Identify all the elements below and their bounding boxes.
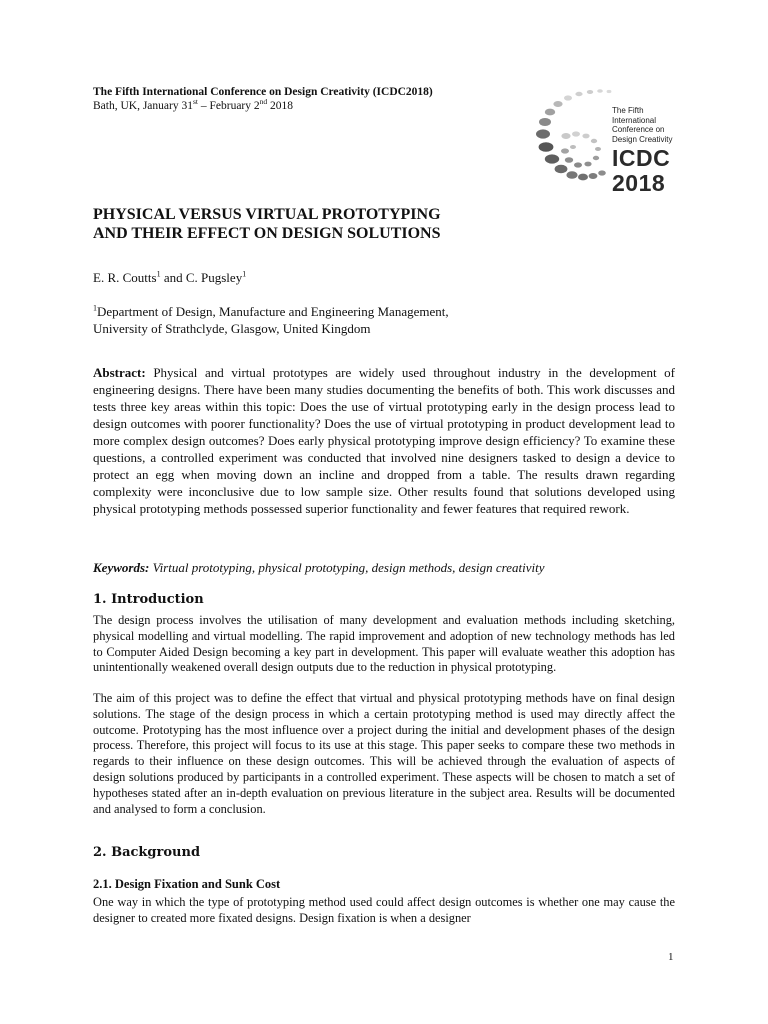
location-sup-nd: nd	[259, 97, 268, 107]
paper-title	[93, 205, 441, 243]
intro-paragraph-1: The design process involves the utilisation of many development and evaluation methods including sketching, physical modelling and virtual modelling. The rapid improvement and adoption of new technology methods has led to Computer Aided Design becoming a key part in development. This paper will evaluate weather this adoption has unintentionally weakened overall design outputs due to the reduction in physical prototyping.	[93, 613, 675, 675]
logo-dot-spiral	[536, 89, 611, 180]
logo-line-4: Design Creativity	[612, 134, 673, 144]
paper-title-line-1: PHYSICAL VERSUS VIRTUAL PROTOTYPING	[93, 206, 441, 223]
keywords	[93, 560, 544, 576]
location-suffix: 2018	[267, 100, 293, 112]
conference-name: The Fifth International Conference on Design Creativity (ICDC2018)	[93, 86, 433, 98]
paper-title-line-2: AND THEIR EFFECT ON DESIGN SOLUTIONS	[93, 225, 441, 242]
location-prefix: Bath, UK, January 31	[93, 100, 193, 112]
affiliation-mark: 1	[93, 303, 97, 313]
section-heading-background: 2. Background	[93, 845, 201, 860]
abstract	[93, 364, 675, 517]
background-paragraph-1: One way in which the type of prototyping method used could affect design outcomes is whether one may cause the designer to created more fixated designs. Design fixation is when a designer	[93, 895, 675, 925]
subsection-heading-design-fixation: 2.1. Design Fixation and Sunk Cost	[93, 877, 281, 891]
location-sup-st: st	[192, 97, 198, 107]
conference-location	[93, 97, 293, 112]
intro-paragraph-2: The aim of this project was to define the effect that virtual and physical prototyping methods have on final design solutions. The stage of the design process in which a certain prototyping method is used may directly affect the outcome. Prototyping has the most influence over a project during the initial and development phases of the design process. Therefore, this project will focus to its use at this stage. This paper seeks to compare these two methods in regards to their influence on these design outcomes. This will be achieved through the evaluation of aspects of design solutions produced by participants in a controlled experiment. These aspects will be chosen to match a set of hypotheses stated after an in-depth evaluation on previous literature in the subject area. Results will be documented and analysed to form a conclusion.	[93, 691, 675, 816]
author-1-affil-mark: 1	[156, 269, 161, 279]
keywords-text: Virtual prototyping, physical prototyping, design methods, design creativity	[149, 560, 545, 575]
abstract-label: Abstract:	[93, 365, 146, 380]
logo-text	[612, 106, 672, 194]
affiliation-line-1: Department of Design, Manufacture and Engineering Management,	[97, 304, 449, 319]
author-1: E. R. Coutts	[93, 270, 157, 285]
section-heading-introduction: 1. Introduction	[93, 592, 204, 607]
location-mid: – February 2	[197, 100, 260, 112]
logo-year: 2018	[612, 170, 666, 196]
page-number: 1	[668, 951, 674, 963]
affiliation-line-2: University of Strathclyde, Glasgow, United Kingdom	[93, 321, 371, 336]
logo-acronym: ICDC	[612, 145, 671, 171]
author-2: and C. Pugsley	[160, 270, 243, 285]
keywords-label: Keywords:	[93, 560, 150, 575]
logo-line-2: International	[612, 115, 657, 125]
affiliation	[93, 303, 449, 337]
logo-line-3: Conference on	[612, 125, 665, 134]
abstract-text: Physical and virtual prototypes are widely used throughout industry in the development of engineering designs. There have been many studies documenting the benefits of both. This work discusses and tests three key areas within this topic: Does the use of virtual prototyping early in the design process lead to design outcomes with poorer functionality? Does the use of virtual prototyping in product development lead to more complex design outcomes? Does early physical prototyping improve design efficiency? To examine these questions, a controlled experiment was conducted that involved nine designers tasked to design a device to protect an egg when moving down an incline and dropped from a table. The results drawn regarding complexity were inconclusive due to low sample size. Other results found that solutions developed using physical prototyping methods possessed superior functionality and fewer features that required rework.	[93, 365, 675, 516]
logo-line-1: The Fifth	[612, 106, 644, 115]
author-2-affil-mark: 1	[242, 269, 247, 279]
paper-authors	[93, 270, 246, 286]
